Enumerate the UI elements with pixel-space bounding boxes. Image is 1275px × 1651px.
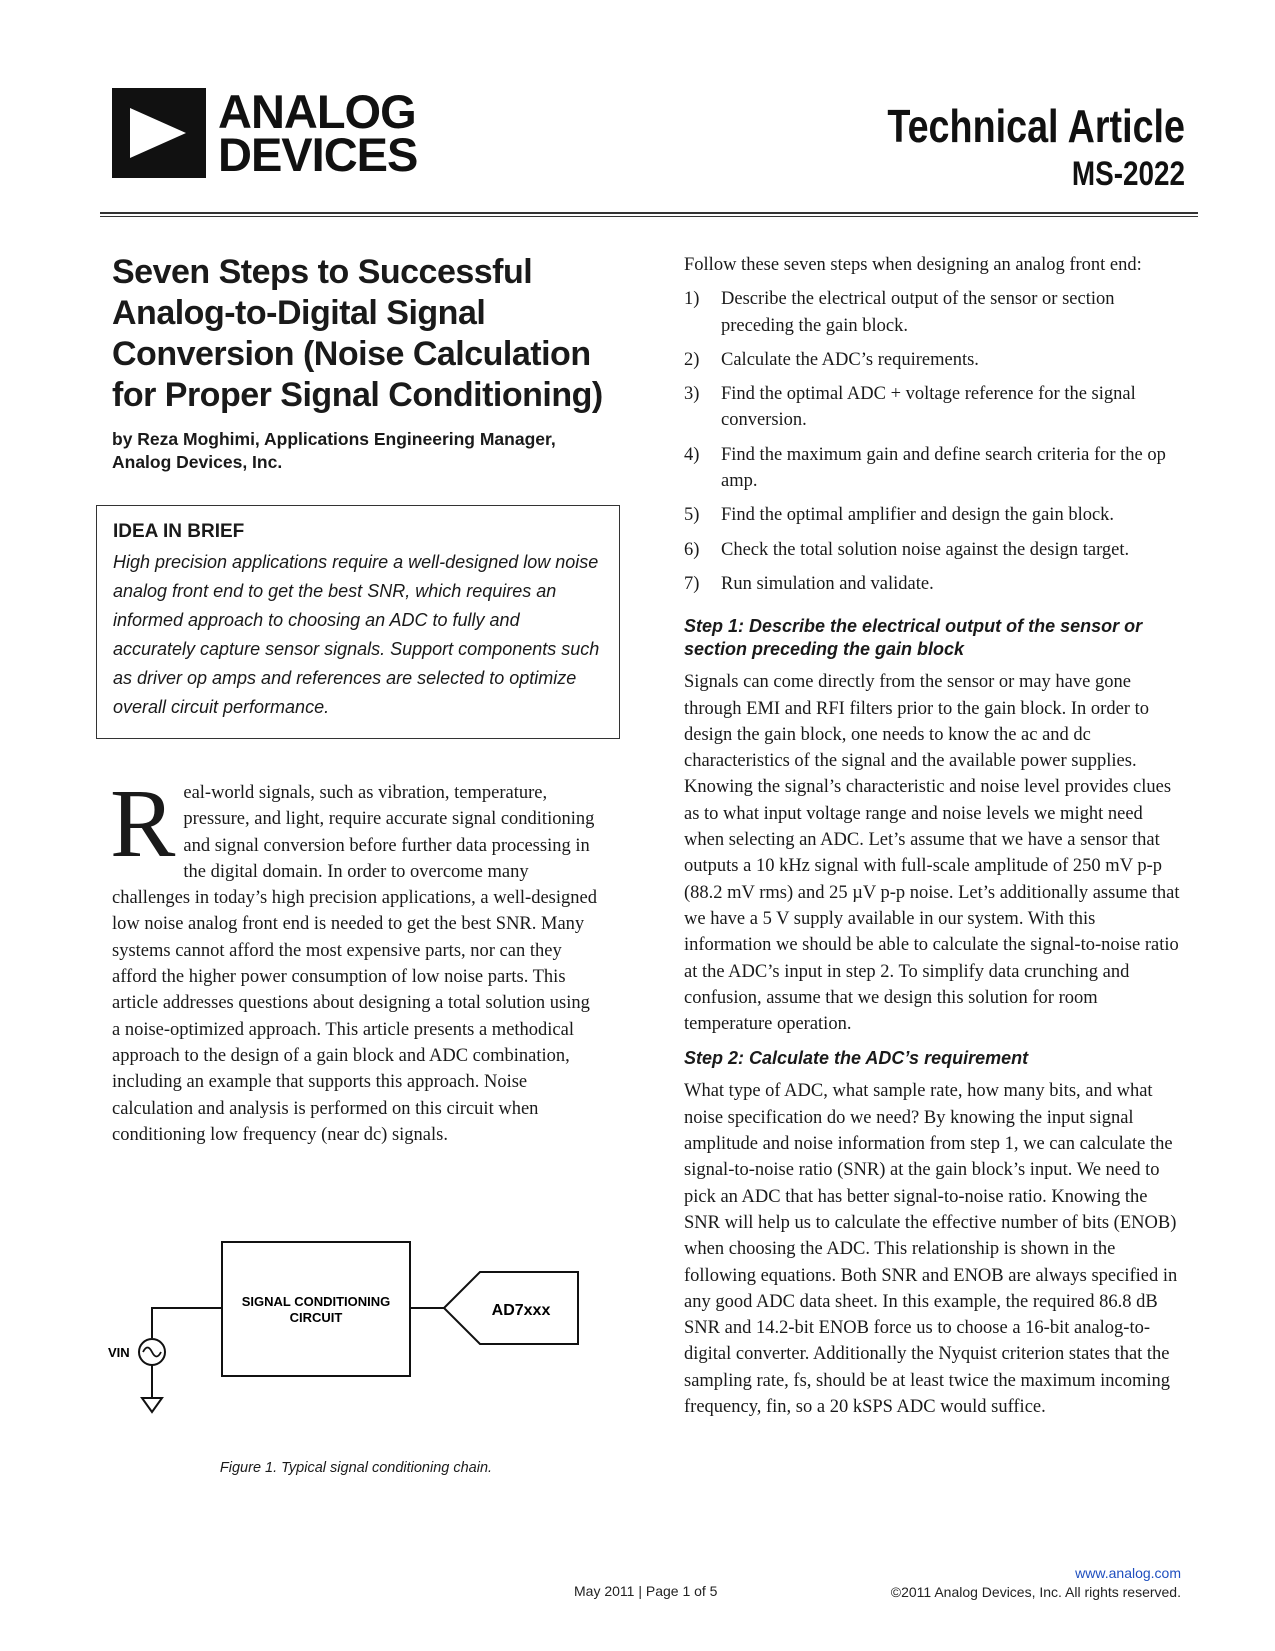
list-item: 1) Describe the electrical output of the sensor or section preceding the gain block. bbox=[684, 289, 1115, 336]
intro-paragraph bbox=[110, 770, 602, 1148]
steps-list bbox=[684, 286, 1180, 597]
step2-heading: Step 2: Calculate the ADC’s requirement bbox=[684, 1048, 1029, 1069]
intro-text: eal-world signals, such as vibration, temperature, pressure, and light, require accurate signal conditioning and signal conversion before further data processing in the digital domain. In order to overcome many challenges in today’s high precision applications, a well-designed low noise analog front end is needed to get the best SNR. Many systems cannot afford the most expensive parts, nor can they afford the higher power consumption of low noise parts. This article addresses questions about designing a total solution using a noise-optimized approach. This article presents a methodical approach to the design of a gain block and ADC combination, including an example that supports this approach. Noise calculation and analysis is performed on this circuit when conditioning low frequency (near dc) signals. bbox=[112, 783, 597, 1145]
doc-header bbox=[887, 100, 1185, 196]
list-item: 5) Find the optimal amplifier and design the gain block. bbox=[684, 505, 1115, 526]
vin-label: VIN bbox=[108, 1345, 130, 1360]
figure-1 bbox=[108, 1238, 604, 1446]
block-label-line2: CIRCUIT bbox=[289, 1310, 343, 1325]
drop-cap: R bbox=[110, 770, 176, 878]
idea-in-brief-text: High precision applications require a well-designed low noise analog front end to get the best SNR, which requires an informed approach to choosing an ADC to fully and accurately capture sensor signals. Support components such as driver op amps and references are selected to optimize overall circuit performance. bbox=[113, 552, 600, 717]
steps-intro: Follow these seven steps when designing an analog front end: bbox=[684, 255, 1142, 275]
logo-triangle-icon bbox=[112, 88, 206, 178]
signal-conditioning-block bbox=[222, 1242, 410, 1376]
adc-label: AD7xxx bbox=[491, 1302, 551, 1319]
header-rule-thin bbox=[100, 216, 1198, 217]
step2-text: What type of ADC, what sample rate, how many bits, and what noise specification do we need? By knowing the input signal amplitude and noise information from step 1, we can calculate the signal-to-noise ratio (SNR) at the gain block’s input. We need to pick an ADC that has better signal-to-noise ratio. Knowing the SNR will help us to calculate the effective number of bits (ENOB) when choosing the ADC. This relationship is shown in the following equations. Both SNR and ENOB are always specified in any good ADC data sheet. In this example, the required 86.8 dB SNR and 14.2-bit ENOB force us to choose a 16-bit analog-to-digital converter. Additionally the Nyquist criterion states that the sampling rate, fs, should be at least twice the maximum incoming frequency, fin, so a 20 kSPS ADC would suffice. bbox=[684, 1081, 1178, 1417]
article-title: Seven Steps to Successful Analog-to-Digital Signal Conversion (Noise Calculation for Proper Signal Conditioning) bbox=[112, 253, 603, 414]
logo-wordmark bbox=[218, 85, 418, 181]
step1-text: Signals can come directly from the sensor or may have gone through EMI and RFI filters prior to the gain block. In order to design the gain block, one needs to know the ac and dc characteristics of the signal and the available power supplies. Knowing the signal’s characteristic and noise level provides clues as to what input voltage range and noise levels we might need when selecting an ADC. Let’s assume that we have a sensor that outputs a 10 kHz signal with full-scale amplitude of 250 mV p-p (88.2 mV rms) and 25 µV p-p noise. Let’s additionally assume that we have a 5 V supply available in our system. With this information we should be able to calculate the signal-to-noise ratio at the ADC’s input in step 2. To simplify data crunching and confusion, assume that we design this solution for room temperature operation. bbox=[684, 672, 1180, 1035]
byline-line1: by Reza Moghimi, Applications Engineering Manager, bbox=[112, 429, 556, 449]
website-link[interactable]: www.analog.com bbox=[1075, 1565, 1181, 1581]
idea-in-brief-heading: IDEA IN BRIEF bbox=[113, 521, 245, 542]
page-info: May 2011 | Page 1 of 5 bbox=[574, 1583, 718, 1599]
list-item: 4) Find the maximum gain and define search criteria for the op amp. bbox=[684, 444, 1166, 492]
title-block bbox=[112, 252, 610, 474]
byline-line2: Analog Devices, Inc. bbox=[112, 452, 283, 472]
signal-chain-diagram bbox=[108, 1238, 604, 1446]
footer-right bbox=[891, 1564, 1181, 1602]
idea-in-brief-box bbox=[96, 505, 620, 739]
byline bbox=[112, 428, 610, 474]
analog-devices-logo bbox=[112, 85, 418, 181]
logo-line2: DEVICES bbox=[218, 128, 418, 181]
list-item: 7) Run simulation and validate. bbox=[684, 573, 934, 594]
copyright: ©2011 Analog Devices, Inc. All rights reserved. bbox=[890, 1584, 1181, 1600]
block-label-line1: SIGNAL CONDITIONING bbox=[241, 1294, 391, 1309]
step1-heading: Step 1: Describe the electrical output of the sensor or section preceding the gain block bbox=[684, 616, 1143, 660]
wire-source-to-block bbox=[152, 1308, 222, 1338]
figure-caption: Figure 1. Typical signal conditioning chain. bbox=[219, 1460, 493, 1476]
list-item: 6) Check the total solution noise against the design target. bbox=[684, 539, 1130, 560]
list-item: 3) Find the optimal ADC + voltage reference for the signal conversion. bbox=[684, 384, 1136, 431]
logo-line1: ANALOG bbox=[218, 85, 416, 138]
header-rule bbox=[100, 212, 1198, 214]
doc-number: MS-2022 bbox=[1071, 155, 1185, 193]
doc-type: Technical Article bbox=[887, 100, 1185, 152]
right-column bbox=[684, 252, 1180, 1420]
list-item: 2) Calculate the ADC’s requirements. bbox=[684, 349, 979, 370]
ground-icon bbox=[142, 1398, 162, 1412]
